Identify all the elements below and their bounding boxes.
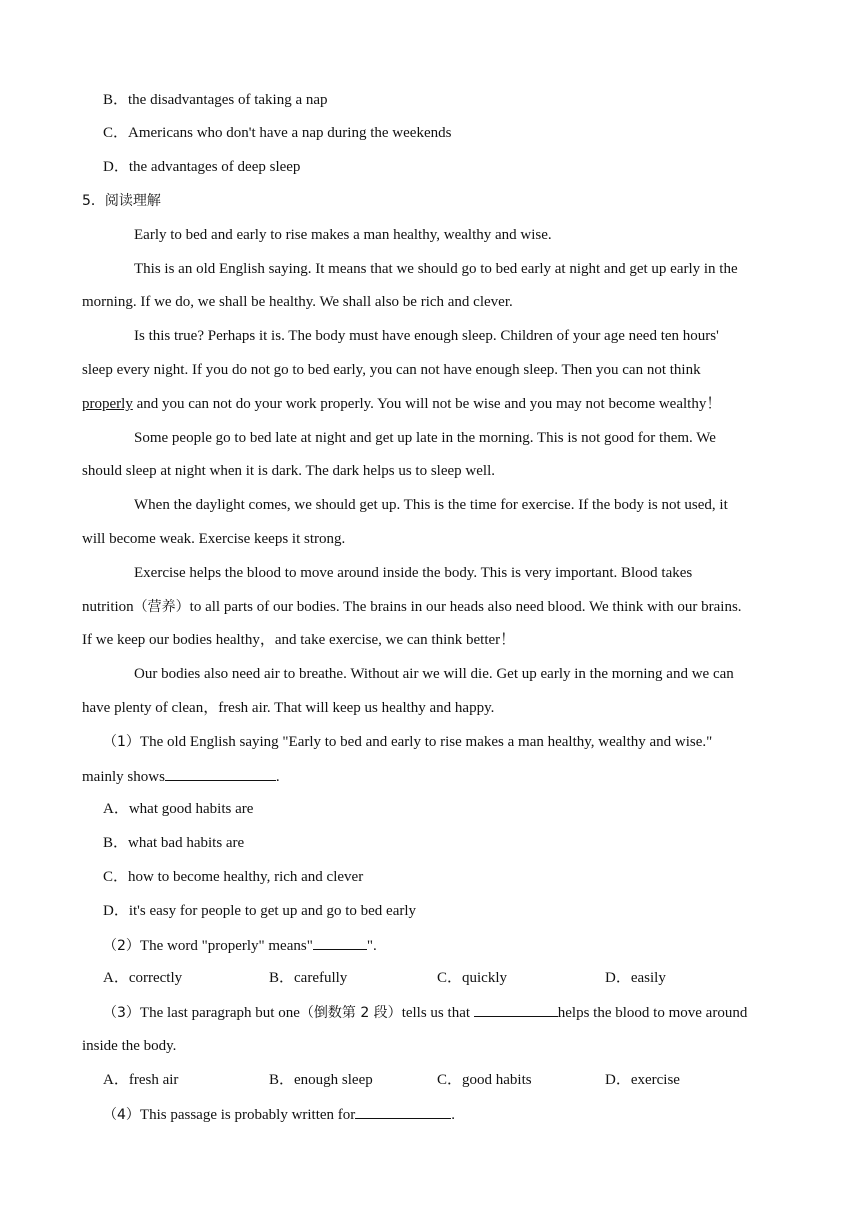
passage-paragraph-2-line-1: This is an old English saying. It means that we should go to bed early at night and get up early in the xyxy=(134,261,738,277)
answer-blank-3[interactable] xyxy=(474,1002,558,1017)
paragraph-6-line-2-end: to all parts of our bodies. The brains in our heads also need blood. We think with our brains. xyxy=(189,599,742,615)
question-3-line-1 xyxy=(103,1002,747,1023)
question-2-end: ". xyxy=(366,938,377,954)
passage-paragraph-4-line-1: Some people go to bed late at night and get up late in the morning. This is not good for them. We xyxy=(134,430,716,446)
passage-paragraph-3-line-2: sleep every night. If you do not go to bed early, you can not have enough sleep. Then you can not think xyxy=(82,362,701,378)
q3-option-c[interactable]: C．good habits xyxy=(437,1072,532,1088)
question-3-text-end: helps the blood to move around xyxy=(557,1005,748,1021)
passage-paragraph-3-line-1: Is this true? Perhaps it is. The body must have enough sleep. Children of your age need ten hours' xyxy=(134,328,719,344)
question-1-line-1 xyxy=(103,732,712,752)
question-3-line-2: inside the body. xyxy=(82,1038,177,1054)
q2-option-c[interactable]: C．quickly xyxy=(437,970,507,986)
q3-option-b[interactable]: B．enough sleep xyxy=(269,1072,373,1088)
question-1-end: . xyxy=(275,769,280,785)
passage-paragraph-2-line-2: morning. If we do, we shall be healthy. We shall also be rich and clever. xyxy=(82,294,513,310)
q3-options-row xyxy=(103,1070,783,1090)
question-2-line xyxy=(103,935,377,956)
q2-option-b[interactable]: B．carefully xyxy=(269,970,348,986)
passage-paragraph-3-line-3 xyxy=(82,394,721,414)
passage-paragraph-1: Early to bed and early to rise makes a man healthy, wealthy and wise. xyxy=(134,227,552,243)
question-3-number: （3） xyxy=(103,1005,140,1021)
answer-blank-1[interactable] xyxy=(165,766,276,781)
question-1-text: The old English saying "Early to bed and early to rise makes a man healthy, wealthy and wise." xyxy=(139,734,713,750)
question-4-line xyxy=(103,1104,455,1125)
passage-paragraph-5-line-2: will become weak. Exercise keeps it strong. xyxy=(82,531,346,547)
q2-option-d[interactable]: D．easily xyxy=(605,970,666,986)
option-b-prev: B．the disadvantages of taking a nap xyxy=(103,92,328,108)
q1-option-d[interactable]: D．it's easy for people to get up and go to bed early xyxy=(103,903,417,919)
passage-paragraph-5-line-1: When the daylight comes, we should get up. This is the time for exercise. If the body is not used, it xyxy=(134,497,728,513)
question-2-number: （2） xyxy=(103,938,140,954)
q2-options-row xyxy=(103,968,783,988)
answer-blank-4[interactable] xyxy=(355,1104,451,1119)
question-1-text-b: mainly shows xyxy=(82,769,165,785)
passage-paragraph-6-line-3: If we keep our bodies healthy，and take exercise, we can think better！ xyxy=(82,632,516,648)
passage-paragraph-6-line-2 xyxy=(82,597,742,617)
q1-option-b[interactable]: B．what bad habits are xyxy=(103,835,245,851)
question-3-chinese-gloss: （倒数第 2 段） xyxy=(299,1005,402,1021)
question-1-line-2 xyxy=(82,766,280,787)
question-2-text: The word "properly" means" xyxy=(139,938,313,954)
answer-blank-2[interactable] xyxy=(313,935,367,950)
q3-option-d[interactable]: D．exercise xyxy=(605,1072,680,1088)
passage-paragraph-4-line-2: should sleep at night when it is dark. The dark helps us to sleep well. xyxy=(82,463,495,479)
q1-option-a[interactable]: A．what good habits are xyxy=(103,801,254,817)
passage-paragraph-7-line-1: Our bodies also need air to breathe. Without air we will die. Get up early in the morning and we can xyxy=(134,666,734,682)
question-header: 5．阅读理解 xyxy=(82,193,161,209)
q1-option-c[interactable]: C．how to become healthy, rich and clever xyxy=(103,869,364,885)
q2-option-a[interactable]: A．correctly xyxy=(103,970,183,986)
paragraph-3-line-3-rest: and you can not do your work properly. You will not be wise and you may not become wealthy！ xyxy=(132,396,722,412)
question-1-number: （1） xyxy=(103,734,140,750)
option-d-prev: D．the advantages of deep sleep xyxy=(103,159,301,175)
question-3-text-start: The last paragraph but one xyxy=(139,1005,300,1021)
question-4-number: （4） xyxy=(103,1107,140,1123)
question-4-text: This passage is probably written for xyxy=(139,1107,356,1123)
question-3-text-mid: tells us that xyxy=(401,1005,474,1021)
chinese-gloss: （营养） xyxy=(133,599,190,615)
option-c-prev: C．Americans who don't have a nap during the weekends xyxy=(103,125,452,141)
paragraph-6-line-2-start: nutrition xyxy=(82,599,134,615)
underlined-word: properly xyxy=(82,396,133,412)
question-4-end: . xyxy=(451,1107,456,1123)
passage-paragraph-7-line-2: have plenty of clean，fresh air. That will keep us healthy and happy. xyxy=(82,700,495,716)
passage-paragraph-6-line-1: Exercise helps the blood to move around inside the body. This is very important. Blood takes xyxy=(134,565,693,581)
q3-option-a[interactable]: A．fresh air xyxy=(103,1072,179,1088)
